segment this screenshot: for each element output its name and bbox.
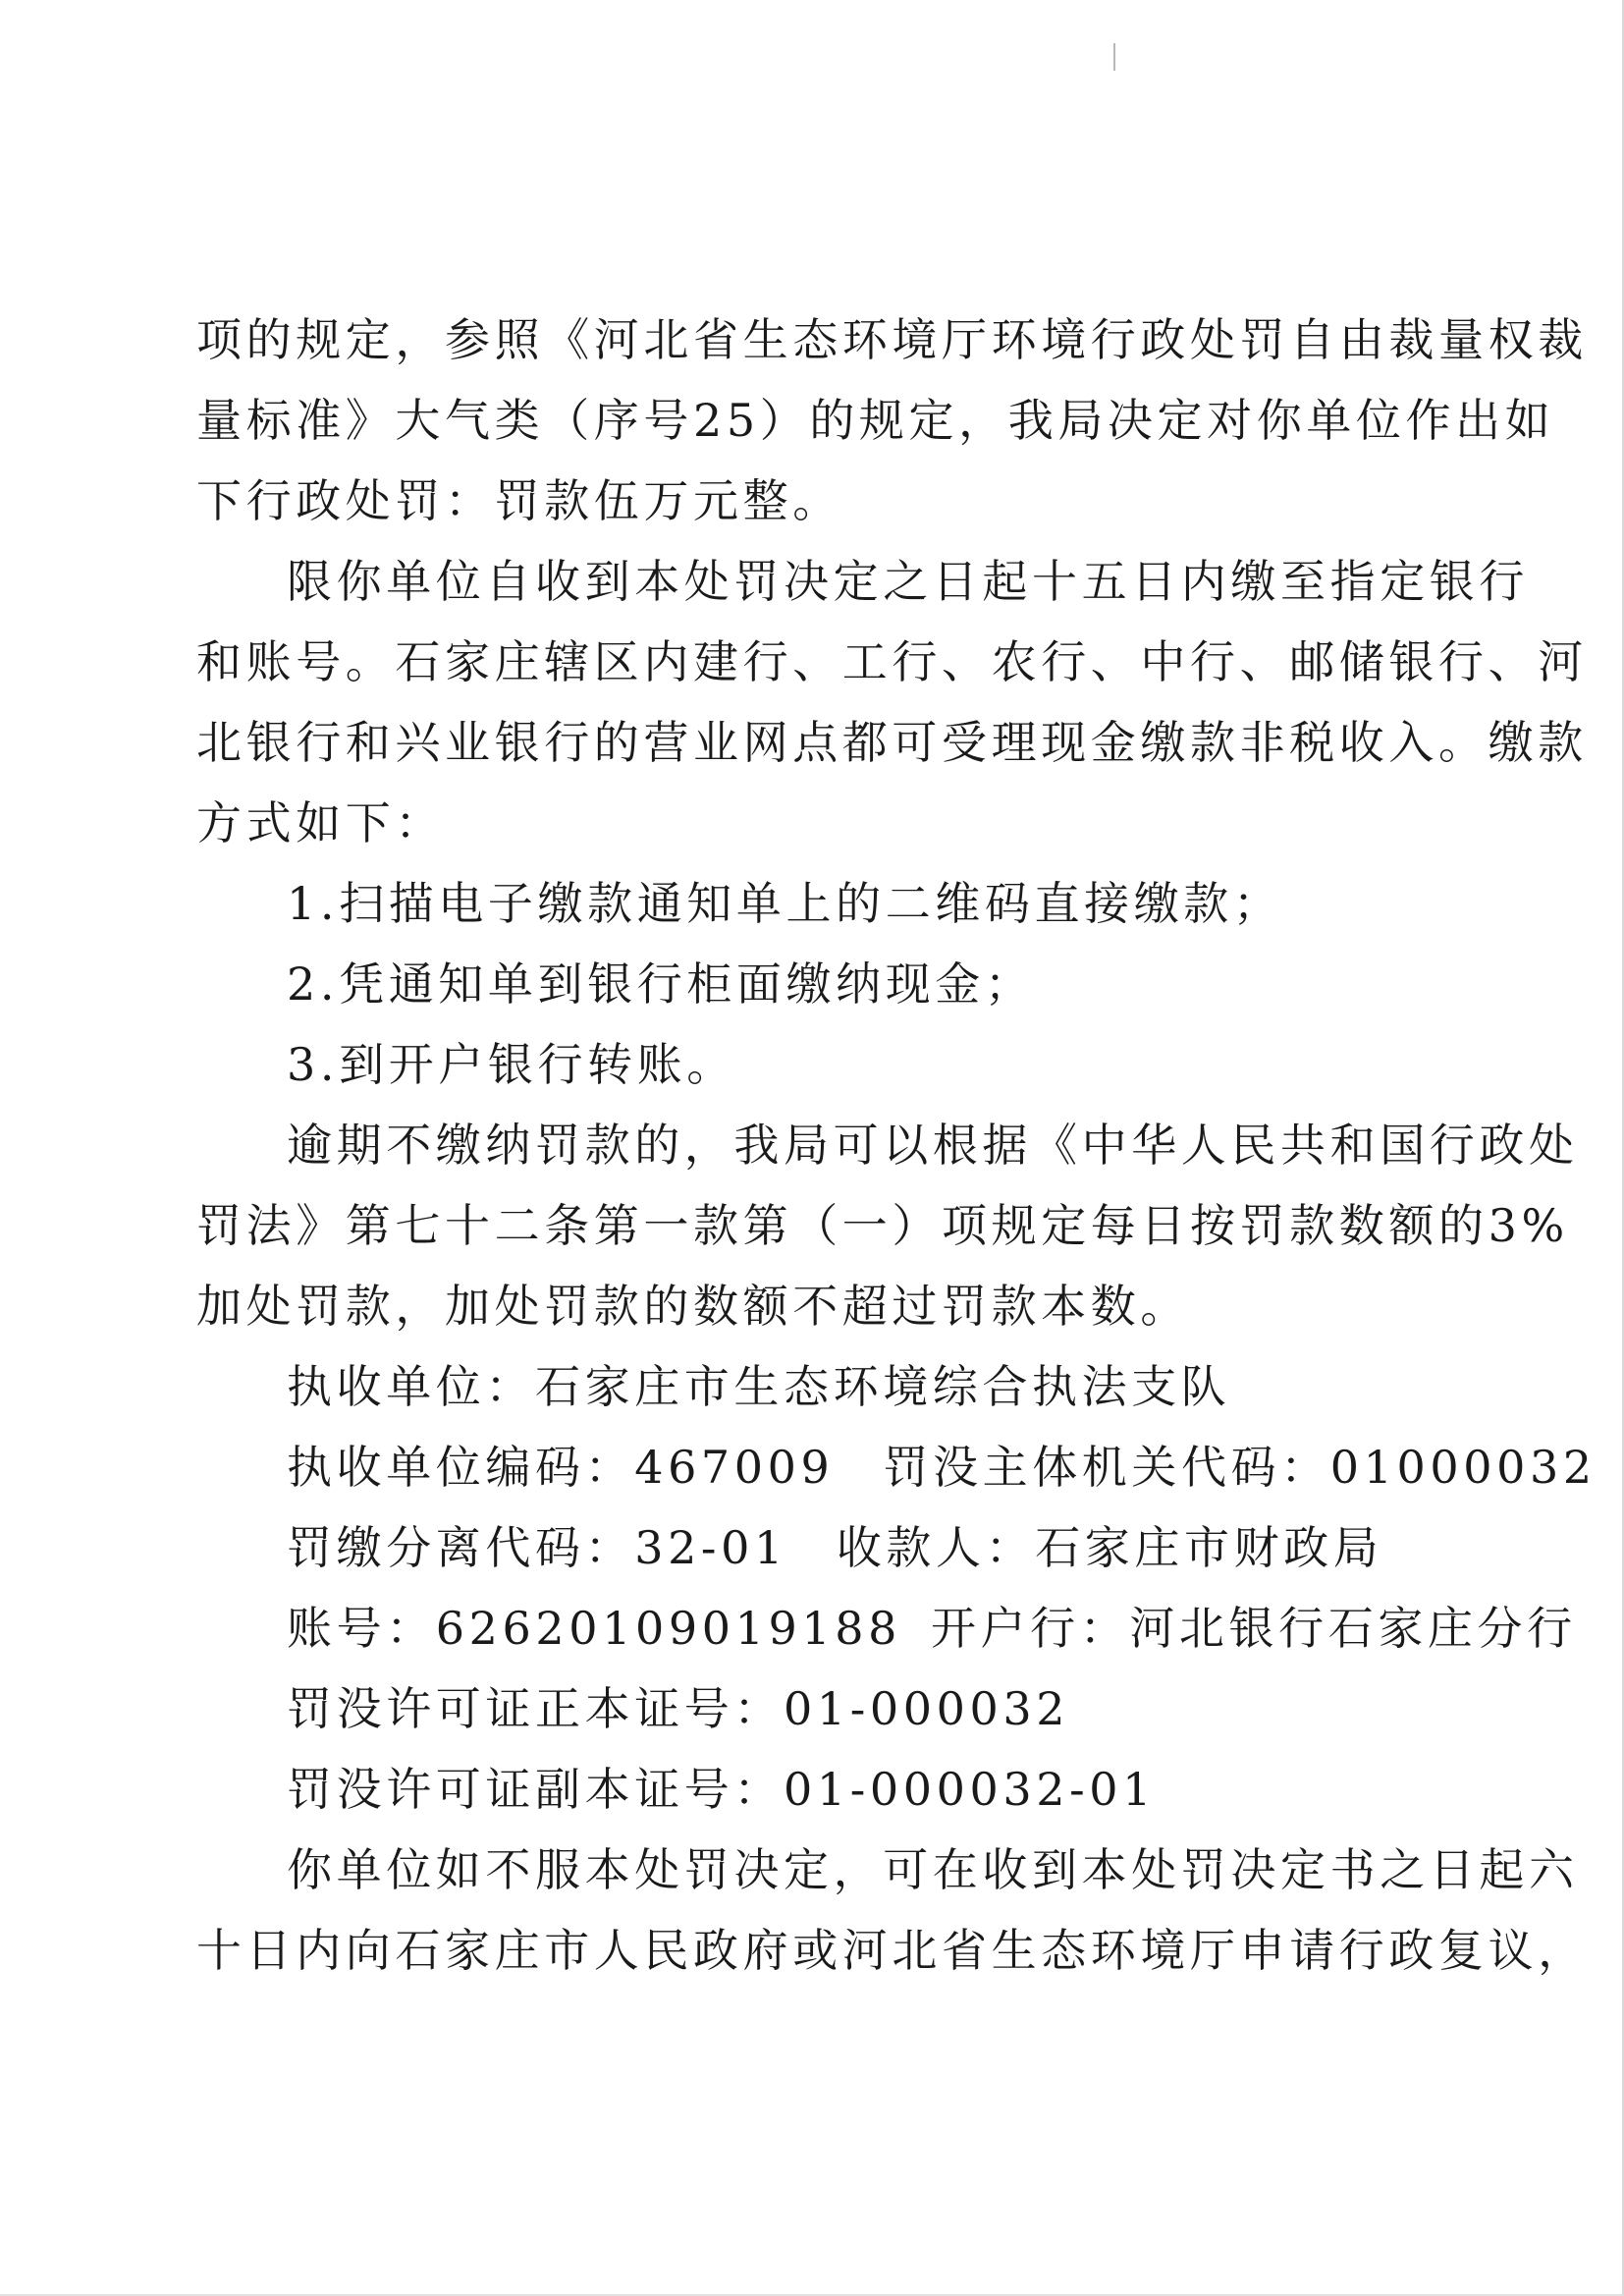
- paragraph-line: 罚法》第七十二条第一款第（一）项规定每日按罚款数额的3%: [196, 1199, 1569, 1252]
- payment-method-item: 3.到开户银行转账。: [287, 1038, 736, 1091]
- paragraph-line: 项的规定，参照《河北省生态环境厅环境行政处罚自由裁量权裁: [196, 313, 1588, 366]
- paragraph-line: 下行政处罚：罚款伍万元整。: [196, 474, 842, 527]
- authority-code: 罚没主体机关代码：01000032: [883, 1441, 1597, 1494]
- license-copy: 罚没许可证副本证号：01-000032-01: [287, 1763, 1156, 1816]
- account-line: [196, 1601, 1577, 1656]
- code-line: [196, 1440, 1597, 1495]
- paragraph-line: 北银行和兴业银行的营业网点都可受理现金缴款非税收入。缴款: [196, 716, 1588, 769]
- payee-line: [196, 1520, 1504, 1575]
- paragraph-line: 逾期不缴纳罚款的，我局可以根据《中华人民共和国行政处: [287, 1119, 1579, 1172]
- paragraph-line: 你单位如不服本处罚决定，可在收到本处罚决定书之日起六: [287, 1843, 1579, 1896]
- collector-unit: 执收单位：石家庄市生态环境综合执法支队: [287, 1360, 1231, 1413]
- account-number: 账号：62620109019188: [287, 1602, 901, 1655]
- paragraph-line: 量标准》大气类（序号25）的规定，我局决定对你单位作出如: [196, 394, 1555, 447]
- payee: 收款人：石家庄市财政局: [836, 1521, 1383, 1574]
- scan-mark: [1113, 43, 1115, 71]
- paragraph-line: 加处罚款，加处罚款的数额不超过罚款本数。: [196, 1280, 1190, 1333]
- separation-code: 罚缴分离代码：32-01: [287, 1521, 787, 1574]
- payment-method-item: 1.扫描电子缴款通知单上的二维码直接缴款；: [287, 877, 1283, 930]
- paragraph-line: 和账号。石家庄辖区内建行、工行、农行、中行、邮储银行、河: [196, 635, 1588, 688]
- collector-code: 执收单位编码：467009: [287, 1441, 835, 1494]
- license-original: 罚没许可证正本证号：01-000032: [287, 1682, 1070, 1735]
- payment-method-item: 2.凭通知单到银行柜面缴纳现金；: [287, 957, 1035, 1011]
- paragraph-line: 方式如下：: [196, 796, 445, 849]
- paragraph-line: 十日内向石家庄市人民政府或河北省生态环境厅申请行政复议，: [196, 1924, 1588, 1977]
- paragraph-line: 限你单位自收到本处罚决定之日起十五日内缴至指定银行: [287, 555, 1529, 608]
- bank-name: 开户行：河北银行石家庄分行: [930, 1602, 1577, 1655]
